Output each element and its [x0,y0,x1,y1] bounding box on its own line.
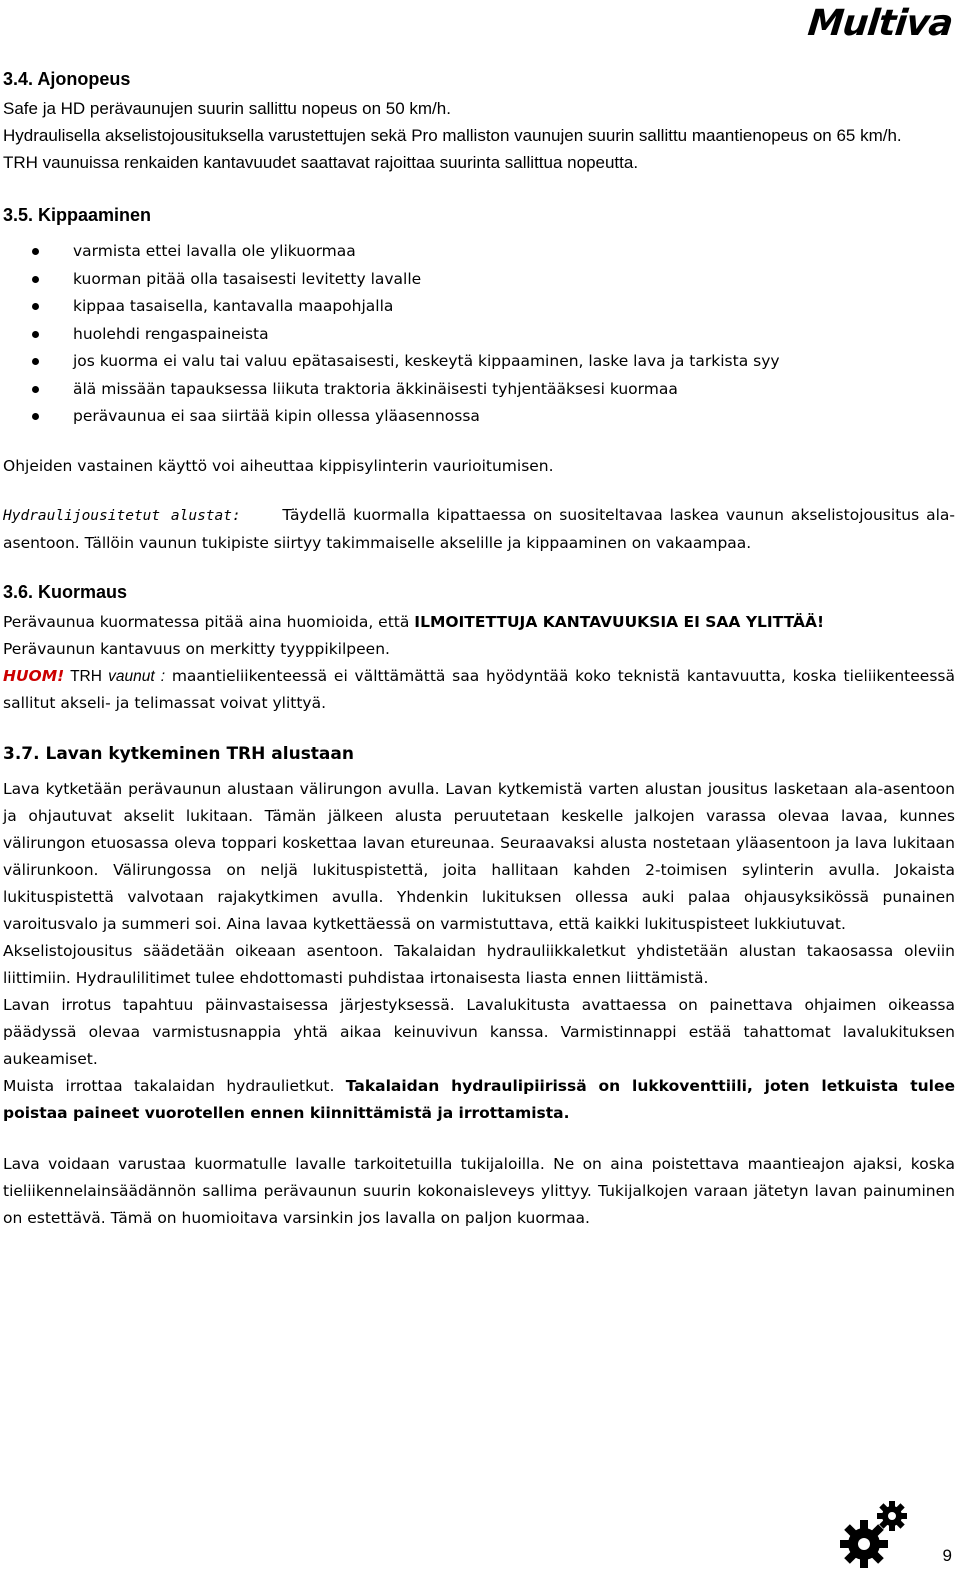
list-item: älä missään tapauksessa liikuta traktoria äkkinäisesti tyhjentääksesi kuormaa [3,376,955,404]
list-item: kuorman pitää olla tasaisesti levitetty lavalle [3,266,955,294]
coupling-paragraph-1: Lava kytketään perävaunun alustaan välirungon avulla. Lavan kytkemistä varten alustan jousitus lasketaan ala-asentoon ja ohjautuvat akselit lukitaan. Tämän jälkeen alusta peruutetaan keskelle jalkojen varassa olevaa lavaa, kunnes välirungon etuosassa oleva toppari koskettaa lavan etureunaa. Seuraavaksi alusta nostetaan yläasentoon ja lava lukitaan välirunkoon. Välirungossa on neljä lukituspistettä, joita hallitaan kahden 2-toimisen sylinterin avulla. Jokaista lukituspistettä valvotaan rajakytkimen avulla. Yhdenkin lukituksen ollessa auki palaa ohjausyksikössä punainen varoitusvalo ja summeri soi. Aina lavaa kytkettäessä on varmistuttava, että kaikki lukituspisteet lukkiutuvat. [3,779,955,933]
coupling-paragraph-4: Muista irrottaa takalaidan hydraulietkut. Takalaidan hydraulipiirissä on lukkoventtiili, joten letkuista tulee poistaa paineet vuorotellen ennen kiinnittämistä ja irrottamista. [3,1076,955,1122]
bullet-icon [32,303,39,310]
bullet-icon [32,248,39,255]
coupling-paragraph-2: Akselistojousitus säädetään oikeaan asentoon. Takalaidan hydrauliikkaletkut yhdistetään alustan takaosassa oleviin liittimiin. Hydraulilitimet tulee ehdottomasti puhdistaa irtonaisesta liasta ennen liittämistä. [3,941,955,987]
support-legs-paragraph: Lava voidaan varustaa kuormatulle lavalle tarkoitetuilla tukijaloilla. Ne on aina poistettava maantieajon ajaksi, koska tieliikennelainsäädännön sallima perävaunun suurin kokonaisleveys ylittyy. Tukijalkojen varaan jätetyn lavan painuminen on estettävä. Tämä on huomioitava varsinkin jos lavalla on paljon kuormaa. [3,1154,955,1227]
list-item: varmista ettei lavalla ole ylikuormaa [3,238,955,266]
logo-text: Multiva [805,3,955,44]
page-number: 9 [942,1546,952,1565]
section-3-4-title: 3.4. Ajonopeus [3,69,131,89]
bullet-icon [32,358,39,365]
capacity-warning: ILMOITETTUJA KANTAVUUKSIA EI SAA YLITTÄÄ! [414,612,825,631]
hydraulic-warning: Takalaidan hydraulipiirissä on lukkoventtiili, joten letkuista tulee poistaa paineet vuorotellen ennen kiinnittämistä ja irrottamista. [3,1076,955,1122]
hydro-label: Hydraulijousitetut alustat: [3,507,241,524]
huom-paragraph: HUOM! TRH vaunut : maantieliikenteessä ei välttämättä saa hyödyntää koko teknistä kantavuutta, koska tieliikenteessä sallitut akseli- ja telimassat voivat ylittyä. [3,666,955,712]
list-item: perävaunua ei saa siirtää kipin ollessa yläasennossa [3,403,955,431]
section-3-7-title: 3.7. Lavan kytkeminen TRH alustaan [3,743,354,764]
section-3-5-title: 3.5. Kippaaminen [3,205,152,225]
speed-line-1: Safe ja HD perävaunujen suurin sallittu nopeus on 50 km/h. [3,99,451,118]
gears-icon [836,1500,912,1570]
bullet-icon [32,413,39,420]
section-3-6-title: 3.6. Kuormaus [3,581,128,602]
list-item: jos kuorma ei valu tai valuu epätasaisesti, keskeytä kippaaminen, laske lava ja tarkista syy [3,348,955,376]
bullet-icon [32,276,39,283]
huom-label: HUOM! [3,666,65,685]
tipping-warning: Ohjeiden vastainen käyttö voi aiheuttaa kippisylinterin vaurioitumisen. [3,456,554,475]
loading-line-1: Perävaunua kuormatessa pitää aina huomioida, että ILMOITETTUJA KANTAVUUKSIA EI SAA YLITTÄÄ! [3,612,825,631]
loading-line-2: Perävaunun kantavuus on merkitty tyyppikilpeen. [3,639,390,658]
speed-line-3: TRH vaunuissa renkaiden kantavuudet saattavat rajoittaa suurinta sallittua nopeutta. [3,153,639,172]
tipping-checklist [3,238,955,431]
hydro-text: Täydellä kuormalla kipattaessa on suositeltavaa laskea vaunun akselistojousitus ala-asentoon. Tällöin vaunun tukipiste siirtyy takimmaiselle akselille ja kippaaminen on vakaampaa. [3,505,955,552]
speed-line-2: Hydraulisella akselistojousituksella varustettujen sekä Pro malliston vaunujen suurin sallittu maantienopeus on 65 km/h. [3,126,902,145]
list-item: huolehdi rengaspaineista [3,321,955,349]
multiva-logo [776,3,955,44]
bullet-icon [32,386,39,393]
coupling-paragraph-3: Lavan irrotus tapahtuu päinvastaisessa järjestyksessä. Lavalukitusta avattaessa on painettava ohjaimen oikeassa päädyssä olevaa varmistusnappia yhtä aikaa keinuvivun kanssa. Varmistinnappi estää tahattomat lavalukituksen aukeamiset. [3,995,955,1068]
bullet-icon [32,331,39,338]
list-item: kippaa tasaisella, kantavalla maapohjalla [3,293,955,321]
hydro-paragraph [3,502,955,557]
page-content [3,66,955,1232]
